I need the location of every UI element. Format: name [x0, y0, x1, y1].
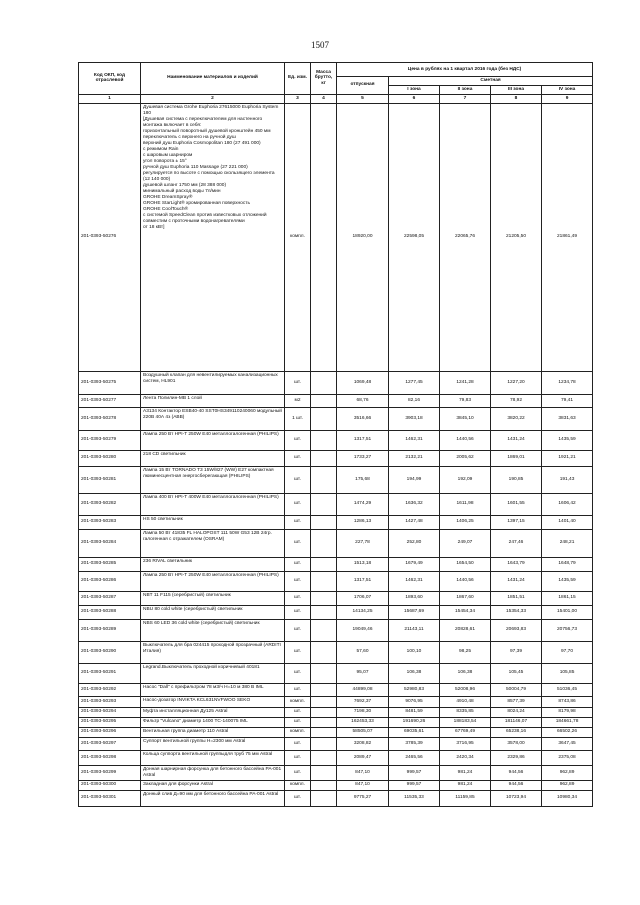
price-zone-3: 65238,16	[491, 727, 542, 737]
item-code: 201-0393-50292	[79, 683, 141, 696]
price-zone-3: 3820,22	[491, 407, 542, 430]
item-code: 201-0393-50285	[79, 557, 141, 571]
item-name: Закладная для форсунки Astral	[141, 780, 285, 790]
item-name: 218 CD светильник	[141, 450, 285, 466]
table-row	[79, 103, 593, 371]
price-zone-3: 21205,50	[491, 103, 542, 371]
price-zone-4: 1921,21	[542, 450, 593, 466]
item-code: 201-0393-50300	[79, 780, 141, 790]
item-unit: шт.	[285, 790, 311, 806]
item-mass	[311, 430, 337, 450]
price-zone-3: 8577,39	[491, 696, 542, 707]
item-unit: компл.	[285, 696, 311, 707]
item-name: NBS 60 LED 36 cold white (серебристый) светильник	[141, 619, 285, 641]
table-row	[79, 450, 593, 466]
header-wholesale: отпускная	[337, 77, 389, 95]
price-wholesale: 1706,07	[337, 591, 389, 605]
item-name: Выключатель для бра 024415 проходной прозрачный (ARDITI Италия)	[141, 641, 285, 663]
price-zone-1: 1893,60	[389, 591, 440, 605]
item-code: 201-0393-50281	[79, 466, 141, 493]
item-unit: шт.	[285, 641, 311, 663]
table-row	[79, 683, 593, 696]
header-zone-2: II зона	[440, 85, 491, 94]
item-mass	[311, 103, 337, 371]
price-zone-3: 1869,01	[491, 450, 542, 466]
table-row	[79, 529, 593, 557]
price-wholesale: 1286,13	[337, 515, 389, 529]
price-zone-3: 1397,15	[491, 515, 542, 529]
item-unit: м2	[285, 394, 311, 407]
price-wholesale: 1317,51	[337, 430, 389, 450]
table-row	[79, 663, 593, 683]
price-wholesale: 1474,29	[337, 493, 389, 515]
price-wholesale: 162453,33	[337, 717, 389, 727]
item-unit: шт.	[285, 717, 311, 727]
item-code: 201-0393-50298	[79, 750, 141, 765]
price-wholesale: 18920,00	[337, 103, 389, 371]
price-zone-2: 249,07	[440, 529, 491, 557]
header-name: Наименование материалов и изделий	[141, 63, 285, 95]
price-zone-1: 999,57	[389, 780, 440, 790]
item-unit: шт.	[285, 450, 311, 466]
item-unit: шт.	[285, 430, 311, 450]
item-code: 201-0393-50275	[79, 371, 141, 394]
item-unit: шт.	[285, 466, 311, 493]
price-zone-2: 981,24	[440, 765, 491, 780]
price-zone-1: 52980,83	[389, 683, 440, 696]
price-zone-2: 106,38	[440, 663, 491, 683]
price-zone-4: 962,89	[542, 765, 593, 780]
price-zone-2: 20828,61	[440, 619, 491, 641]
price-zone-3: 190,85	[491, 466, 542, 493]
price-zone-2: 2005,62	[440, 450, 491, 466]
price-zone-1: 82,16	[389, 394, 440, 407]
table-row	[79, 765, 593, 780]
item-mass	[311, 394, 337, 407]
price-zone-4: 20756,73	[542, 619, 593, 641]
price-zone-2: 1654,50	[440, 557, 491, 571]
item-unit: шт.	[285, 493, 311, 515]
price-zone-1: 2465,56	[389, 750, 440, 765]
price-zone-1: 1277,45	[389, 371, 440, 394]
item-code: 201-0393-50290	[79, 641, 141, 663]
price-wholesale: 7692,37	[337, 696, 389, 707]
price-wholesale: 58505,07	[337, 727, 389, 737]
item-name: Муфта инсталляционная Ду125 Astral	[141, 707, 285, 717]
item-mass	[311, 450, 337, 466]
table-row	[79, 750, 593, 765]
price-zone-2: 1440,56	[440, 571, 491, 591]
price-zone-3: 97,39	[491, 641, 542, 663]
column-number: 6	[389, 94, 440, 103]
price-zone-1: 106,38	[389, 663, 440, 683]
item-unit: компл.	[285, 103, 311, 371]
price-wholesale: 7198,30	[337, 707, 389, 717]
price-zone-4: 1435,59	[542, 571, 593, 591]
item-name: Фильтр "Vulcano" диаметр 1400 TC-140075 IML	[141, 717, 285, 727]
price-zone-3: 78,92	[491, 394, 542, 407]
item-code: 201-0393-50286	[79, 571, 141, 591]
item-mass	[311, 727, 337, 737]
item-name: Лампа 250 Вт HPI-T 250W E40 металлогалогенная (PHILIPS)	[141, 430, 285, 450]
item-mass	[311, 407, 337, 430]
item-mass	[311, 571, 337, 591]
header-zone-1: I зона	[389, 85, 440, 94]
item-code: 201-0393-50287	[79, 591, 141, 605]
item-name: Кольца суппорта вентильной группыдля труб 75 мм Astral	[141, 750, 285, 765]
price-zone-3: 1643,79	[491, 557, 542, 571]
table-row	[79, 780, 593, 790]
price-zone-2: 52008,96	[440, 683, 491, 696]
table-row	[79, 394, 593, 407]
price-zone-2: 3716,95	[440, 737, 491, 750]
item-mass	[311, 790, 337, 806]
price-zone-4: 184661,78	[542, 717, 593, 727]
table-row	[79, 605, 593, 619]
header-code: Код ОКП, код отраслевой	[79, 63, 141, 95]
price-wholesale: 1317,51	[337, 571, 389, 591]
header-price-group: Цена в рублях на 1 квартал 2016 года (без НДС)	[337, 63, 593, 77]
price-zone-4: 21861,49	[542, 103, 593, 371]
item-unit: компл.	[285, 780, 311, 790]
price-wholesale: 95,07	[337, 663, 389, 683]
item-mass	[311, 696, 337, 707]
item-code: 201-0393-50296	[79, 727, 141, 737]
header-zone-3: III зона	[491, 85, 542, 94]
price-zone-1: 1427,48	[389, 515, 440, 529]
price-zone-3: 15354,33	[491, 605, 542, 619]
item-code: 201-0393-50279	[79, 430, 141, 450]
price-zone-3: 944,56	[491, 780, 542, 790]
price-zone-3: 1227,20	[491, 371, 542, 394]
price-zone-1: 194,99	[389, 466, 440, 493]
price-zone-3: 2329,86	[491, 750, 542, 765]
item-mass	[311, 641, 337, 663]
price-zone-3: 1431,24	[491, 430, 542, 450]
item-unit: шт.	[285, 619, 311, 641]
item-code: 201-0393-50288	[79, 605, 141, 619]
column-number: 1	[79, 94, 141, 103]
item-mass	[311, 663, 337, 683]
item-unit: шт.	[285, 557, 311, 571]
price-zone-4: 51036,45	[542, 683, 593, 696]
item-code: 201-0393-50282	[79, 493, 141, 515]
item-name: NBT 11 F115 (серебристый) светильник	[141, 591, 285, 605]
item-mass	[311, 371, 337, 394]
item-name: Лампа 50 Вт 41835 FL HALOPOST 111 50W G53 12В 24гр. галогенная с отражателем (OSRAM)	[141, 529, 285, 557]
price-zone-4: 248,21	[542, 529, 593, 557]
item-name: Донный слив Д=90 мм для бетонного бассейна PA-001 Astral	[141, 790, 285, 806]
item-mass	[311, 780, 337, 790]
item-name: Суппорт вентильной группы Н=2300 мм Astral	[141, 737, 285, 750]
price-zone-2: 1867,60	[440, 591, 491, 605]
price-wholesale: 1513,18	[337, 557, 389, 571]
item-unit: шт.	[285, 529, 311, 557]
item-code: 201-0393-50299	[79, 765, 141, 780]
price-zone-1: 1636,32	[389, 493, 440, 515]
item-mass	[311, 515, 337, 529]
price-zone-1: 3785,39	[389, 737, 440, 750]
price-zone-2: 15454,34	[440, 605, 491, 619]
price-zone-3: 3578,00	[491, 737, 542, 750]
item-code: 201-0393-50295	[79, 717, 141, 727]
item-mass	[311, 493, 337, 515]
price-zone-4: 10980,34	[542, 790, 593, 806]
item-unit: 1 шт.	[285, 407, 311, 430]
price-zone-3: 1431,24	[491, 571, 542, 591]
table-row	[79, 430, 593, 450]
price-wholesale: 1733,27	[337, 450, 389, 466]
price-wholesale: 2089,47	[337, 750, 389, 765]
price-zone-1: 22598,05	[389, 103, 440, 371]
price-zone-2: 79,83	[440, 394, 491, 407]
price-zone-3: 105,45	[491, 663, 542, 683]
item-unit: шт.	[285, 571, 311, 591]
item-name: Насос "Dall" с префильтром 78 м3/ч Н=10 м 380 В IML	[141, 683, 285, 696]
table-row	[79, 727, 593, 737]
price-zone-4: 1401,40	[542, 515, 593, 529]
price-zone-2: 981,24	[440, 780, 491, 790]
price-zone-2: 11159,85	[440, 790, 491, 806]
price-zone-4: 3831,63	[542, 407, 593, 430]
table-row	[79, 557, 593, 571]
header-zone-4: IV зона	[542, 85, 593, 94]
price-zone-2: 3845,10	[440, 407, 491, 430]
price-wholesale: 44899,08	[337, 683, 389, 696]
price-zone-2: 67769,49	[440, 727, 491, 737]
item-name: Legrand.Выключатель проходной коричневый 40181	[141, 663, 285, 683]
item-mass	[311, 529, 337, 557]
column-number: 5	[337, 94, 389, 103]
item-code: 201-0393-50297	[79, 737, 141, 750]
item-code: 201-0393-50277	[79, 394, 141, 407]
price-zone-4: 3647,45	[542, 737, 593, 750]
price-zone-2: 192,09	[440, 466, 491, 493]
price-wholesale: 1069,48	[337, 371, 389, 394]
price-zone-4: 1435,59	[542, 430, 593, 450]
table-row	[79, 371, 593, 394]
page-number: 1507	[311, 40, 329, 50]
item-unit: шт.	[285, 765, 311, 780]
price-zone-2: 4910,48	[440, 696, 491, 707]
item-unit: шт.	[285, 663, 311, 683]
price-zone-4: 8179,98	[542, 707, 593, 717]
item-code: 201-0393-50276	[79, 103, 141, 371]
table-row	[79, 737, 593, 750]
table-row	[79, 493, 593, 515]
price-zone-1: 69035,61	[389, 727, 440, 737]
price-zone-1: 191690,26	[389, 717, 440, 727]
item-code: 201-0393-50291	[79, 663, 141, 683]
price-zone-2: 22065,76	[440, 103, 491, 371]
price-zone-1: 2132,21	[389, 450, 440, 466]
price-wholesale: 227,78	[337, 529, 389, 557]
price-zone-1: 3903,18	[389, 407, 440, 430]
price-zone-1: 1462,31	[389, 430, 440, 450]
item-unit: шт.	[285, 591, 311, 605]
table-row	[79, 717, 593, 727]
price-zone-2: 98,25	[440, 641, 491, 663]
price-zone-3: 50004,79	[491, 683, 542, 696]
price-zone-1: 21143,11	[389, 619, 440, 641]
table-row	[79, 641, 593, 663]
price-wholesale: 14134,25	[337, 605, 389, 619]
item-name: Лента Полилин-МВ 1 слой	[141, 394, 285, 407]
price-zone-3: 181146,07	[491, 717, 542, 727]
table-row	[79, 790, 593, 806]
table-row	[79, 571, 593, 591]
price-zone-4: 97,70	[542, 641, 593, 663]
price-zone-4: 8743,86	[542, 696, 593, 707]
price-zone-1: 1679,49	[389, 557, 440, 571]
item-unit: шт.	[285, 515, 311, 529]
item-mass	[311, 737, 337, 750]
item-mass	[311, 466, 337, 493]
item-unit: шт.	[285, 707, 311, 717]
price-wholesale: 847,10	[337, 765, 389, 780]
item-code: 201-0393-50278	[79, 407, 141, 430]
price-wholesale: 9775,27	[337, 790, 389, 806]
price-zone-1: 1462,31	[389, 571, 440, 591]
item-code: 201-0393-50289	[79, 619, 141, 641]
item-unit: шт.	[285, 605, 311, 619]
item-name: NBU 80 cold white (серебристый) светильник	[141, 605, 285, 619]
column-number: 3	[285, 94, 311, 103]
item-mass	[311, 683, 337, 696]
item-mass	[311, 750, 337, 765]
item-name: Воздушный клапан для невентилируемых канализационных систем, HL901	[141, 371, 285, 394]
table-body	[79, 103, 593, 806]
price-zone-4: 105,85	[542, 663, 593, 683]
price-wholesale: 3208,82	[337, 737, 389, 750]
price-zone-1: 9076,95	[389, 696, 440, 707]
item-name: Донная шарнирная форсунка для бетонного бассейна PA-001 Astral	[141, 765, 285, 780]
table-row	[79, 407, 593, 430]
price-zone-2: 1440,56	[440, 430, 491, 450]
price-zone-4: 79,41	[542, 394, 593, 407]
header-estimate: Сметная	[389, 77, 593, 86]
item-mass	[311, 557, 337, 571]
price-zone-3: 247,46	[491, 529, 542, 557]
item-name: А3134 Контактор ESB40-40 SST0HS349110240060 модульный 220В 40А 4з (ABB)	[141, 407, 285, 430]
price-zone-4: 1648,79	[542, 557, 593, 571]
price-zone-4: 66502,26	[542, 727, 593, 737]
item-name: 236 RIVAL светильник	[141, 557, 285, 571]
table-row	[79, 619, 593, 641]
item-name: Лампа 15 Вт TORNADO T3 15W/827 (WW) E27 компактная люминесцентная энергосберегающая (PHILIPS)	[141, 466, 285, 493]
price-zone-2: 8335,85	[440, 707, 491, 717]
item-mass	[311, 717, 337, 727]
item-unit: шт.	[285, 737, 311, 750]
price-zone-3: 1851,51	[491, 591, 542, 605]
item-code: 201-0393-50284	[79, 529, 141, 557]
table-row	[79, 591, 593, 605]
price-zone-4: 191,43	[542, 466, 593, 493]
item-mass	[311, 605, 337, 619]
price-table	[78, 62, 593, 807]
price-wholesale: 19049,46	[337, 619, 389, 641]
item-name: Душевая система Grohe Euphoria 27615000 Euphoria System 180 [Душевая система с переключателем для настенного монтажа включает в себя: горизонтальный поворотный душевой кронштейн 450 мм переключатель с верхнего на ручной душ верхний душ Euphoria Cosmopolitan 180 (27 491 000) с режимом Rain с шаровым шарниром угол поворота ± 15° ручной душ Euphoria 110 Massage (27 221 000) регулируется по высоте с помощью скользящего элемента (12 140 000) душевой шланг 1750 мм (28 388 000) минимальный расход воды 7л/мин GROHE DreamSpray® GROHE StarLight® хромированная поверхность GROHE CoolTouch® с системой SpeedClean против известковых отложений совместим с проточными водонагревателями от 18 кВт]	[141, 103, 285, 371]
price-zone-3: 944,56	[491, 765, 542, 780]
price-zone-2: 1406,25	[440, 515, 491, 529]
item-name: HS 50 светильник	[141, 515, 285, 529]
column-number: 8	[491, 94, 542, 103]
column-number: 2	[141, 94, 285, 103]
price-zone-4: 1861,15	[542, 591, 593, 605]
price-zone-1: 100,10	[389, 641, 440, 663]
price-zone-3: 20693,83	[491, 619, 542, 641]
item-mass	[311, 619, 337, 641]
price-zone-1: 15687,69	[389, 605, 440, 619]
price-zone-4: 2375,08	[542, 750, 593, 765]
price-zone-3: 8024,24	[491, 707, 542, 717]
table-row	[79, 466, 593, 493]
price-wholesale: 68,76	[337, 394, 389, 407]
price-zone-2: 1611,98	[440, 493, 491, 515]
item-name: Вентильная группа диаметр 110 Astral	[141, 727, 285, 737]
price-zone-1: 252,80	[389, 529, 440, 557]
table-row	[79, 696, 593, 707]
item-code: 201-0393-50293	[79, 696, 141, 707]
price-wholesale: 847,10	[337, 780, 389, 790]
item-mass	[311, 591, 337, 605]
item-code: 201-0393-50280	[79, 450, 141, 466]
item-unit: шт.	[285, 371, 311, 394]
item-code: 201-0393-50301	[79, 790, 141, 806]
price-zone-3: 10723,94	[491, 790, 542, 806]
price-zone-1: 999,57	[389, 765, 440, 780]
header-mass: Масса брутто, кг	[311, 63, 337, 95]
price-zone-4: 1234,78	[542, 371, 593, 394]
price-zone-2: 188183,54	[440, 717, 491, 727]
item-name: Насос-дозатор INVIKTA KCL631NVFWOO SEKO	[141, 696, 285, 707]
price-wholesale: 57,60	[337, 641, 389, 663]
price-zone-4: 1606,42	[542, 493, 593, 515]
price-zone-1: 11535,33	[389, 790, 440, 806]
column-number: 9	[542, 94, 593, 103]
table-row	[79, 707, 593, 717]
price-zone-3: 1601,55	[491, 493, 542, 515]
header-unit: Ед. изм.	[285, 63, 311, 95]
price-zone-1: 8481,59	[389, 707, 440, 717]
price-wholesale: 175,68	[337, 466, 389, 493]
item-mass	[311, 707, 337, 717]
item-unit: шт.	[285, 683, 311, 696]
item-mass	[311, 765, 337, 780]
table-row	[79, 515, 593, 529]
item-unit: шт.	[285, 750, 311, 765]
price-zone-4: 962,89	[542, 780, 593, 790]
item-unit: компл.	[285, 727, 311, 737]
item-code: 201-0393-50294	[79, 707, 141, 717]
price-wholesale: 3516,66	[337, 407, 389, 430]
price-zone-2: 2420,34	[440, 750, 491, 765]
column-number: 4	[311, 94, 337, 103]
price-zone-2: 1241,28	[440, 371, 491, 394]
item-code: 201-0393-50283	[79, 515, 141, 529]
price-zone-4: 15401,00	[542, 605, 593, 619]
column-number: 7	[440, 94, 491, 103]
item-name: Лампа 400 Вт HPI-T 400W E40 металлогалогенная (PHILIPS)	[141, 493, 285, 515]
item-name: Лампа 250 Вт HPI-T 250W E40 металлогалогенная (PHILIPS)	[141, 571, 285, 591]
